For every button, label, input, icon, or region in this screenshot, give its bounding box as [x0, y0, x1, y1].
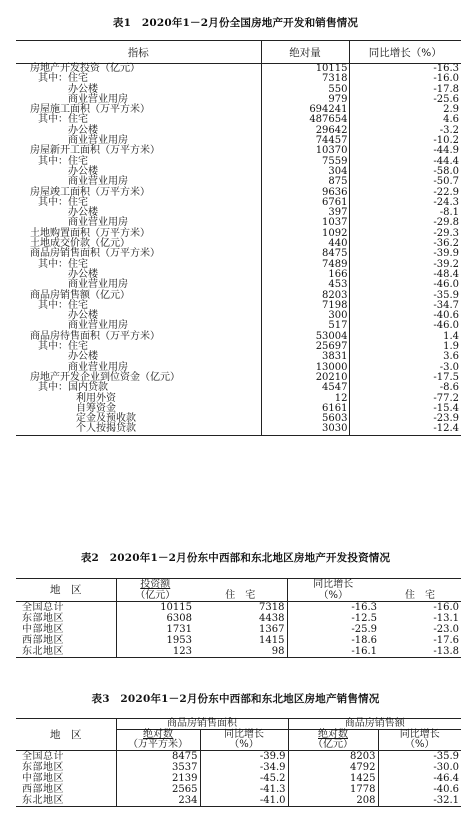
table1-value-cell: 875 — [261, 177, 349, 187]
table1-growth-cell: -46.0 — [349, 321, 461, 331]
table2-region-cell: 全国总计 — [22, 601, 64, 613]
table2-growth-cell: -18.6 — [287, 635, 379, 646]
table3-header-sales-growth: 同比增长 — [378, 730, 461, 741]
table3-header-sales-group: 商品房销售额 — [288, 719, 461, 730]
table1-indicator-cell: 利用外资 — [76, 392, 116, 404]
table2-row — [16, 602, 461, 614]
table1-value-cell: 1092 — [261, 229, 349, 239]
table1-growth-cell: -44.9 — [349, 146, 461, 156]
table1-indicator-cell: 商品房待售面积（万平方米） — [30, 330, 160, 342]
table2-residential-growth-cell: -13.1 — [433, 612, 459, 624]
table1-value-cell: 5603 — [261, 414, 349, 424]
table1-growth-cell: -25.6 — [349, 95, 461, 105]
table2-growth-cell: -25.9 — [287, 624, 379, 635]
table2-header-growth-unit: （%） — [287, 590, 379, 602]
table1-value-cell: 7489 — [261, 260, 349, 270]
table3-sales-cell: 4792 — [288, 762, 378, 773]
table3-row — [16, 773, 461, 784]
table1-indicator-cell: 商品房销售额（亿元） — [30, 289, 130, 301]
table1-header-row — [16, 41, 461, 64]
table1-indicator-cell: 其中：国内贷款 — [38, 382, 108, 394]
table3-header-area-growth-unit: （%） — [200, 740, 288, 751]
table1-growth-cell: -44.4 — [349, 157, 461, 167]
table2-header-growth: 同比增长 — [287, 579, 379, 591]
table1-indicator-cell: 自筹资金 — [76, 402, 116, 414]
table3 — [16, 718, 461, 807]
table1-value-cell: 9636 — [261, 188, 349, 198]
table1-value-cell: 8475 — [261, 249, 349, 259]
table1-value-cell: 74457 — [261, 136, 349, 146]
table3-sales-growth-cell: -30.0 — [378, 762, 461, 773]
table1-growth-cell: -12.4 — [349, 424, 461, 435]
table3-sales-cell: 208 — [288, 795, 378, 807]
table1-indicator-cell: 房屋新开工面积（万平方米） — [30, 145, 160, 157]
table1-indicator-cell: 商业营业用房 — [68, 361, 128, 373]
table3-header-row-1 — [16, 719, 461, 730]
table3-header-area-growth: 同比增长 — [200, 730, 288, 741]
table1-value-cell: 304 — [261, 167, 349, 177]
table1-indicator-cell: 办公楼 — [68, 207, 98, 219]
table1-indicator-cell: 房地产开发投资（亿元） — [30, 63, 140, 74]
table1-growth-cell: 1.4 — [349, 332, 461, 342]
table2-residential-growth-cell: -23.0 — [433, 623, 459, 635]
table1-value-cell: 550 — [261, 85, 349, 95]
table1-growth-cell: -39.9 — [349, 249, 461, 259]
table1-title: 表1 2020年1－2月份全国房地产开发和销售情况 — [112, 17, 359, 29]
table3-region-cell: 西部地区 — [22, 783, 64, 795]
table1-indicator-cell: 商业营业用房 — [68, 176, 128, 188]
table2-region-cell: 西部地区 — [22, 634, 64, 646]
table1-indicator-cell: 办公楼 — [68, 83, 98, 95]
table1-row — [16, 424, 461, 435]
table3-header-area-abs: 绝对数 — [116, 730, 200, 741]
table2-row — [16, 624, 461, 635]
table1-row — [16, 280, 461, 290]
table2-growth-cell: -16.1 — [287, 646, 379, 658]
table1-value-cell: 979 — [261, 95, 349, 105]
table3-region-cell: 全国总计 — [22, 750, 64, 762]
table3-area-growth-cell: -41.0 — [200, 795, 288, 807]
table3-header-area-group: 商品房销售面积 — [116, 719, 288, 730]
table1-value-cell: 166 — [261, 270, 349, 280]
table1-value-cell: 7318 — [261, 74, 349, 84]
table1-growth-cell: -35.9 — [349, 291, 461, 301]
table3-sales-cell: 1425 — [288, 773, 378, 784]
table1-value-cell: 10370 — [261, 146, 349, 156]
table1-indicator-cell: 其中：住宅 — [38, 299, 88, 311]
table1-growth-cell: -23.9 — [349, 414, 461, 424]
table1-growth-cell: -16.3 — [349, 64, 461, 75]
table3-header-area-unit: （万平方米） — [116, 740, 200, 751]
table1-growth-cell: -10.2 — [349, 136, 461, 146]
table1-indicator-cell: 定金及预收款 — [76, 413, 136, 425]
table1-value-cell: 4547 — [261, 383, 349, 393]
table1-indicator-cell: 土地购置面积（万平方米） — [30, 227, 150, 239]
table3-area-cell: 3537 — [116, 762, 200, 773]
table2-investment-cell: 10115 — [116, 602, 194, 614]
table3-sales-growth-cell: -46.4 — [378, 773, 461, 784]
table2-residential-cell: 1367 — [259, 623, 285, 635]
table2-region-cell: 东北地区 — [16, 646, 116, 658]
table1-value-cell: 3030 — [261, 424, 349, 435]
table1-value-cell: 10115 — [261, 64, 349, 75]
table1-value-cell: 8203 — [261, 291, 349, 301]
table2-row — [16, 635, 461, 646]
table3-header-region: 地 区 — [16, 719, 116, 751]
table1-growth-cell: -77.2 — [349, 394, 461, 404]
table1-indicator-cell: 个人按揭贷款 — [16, 424, 261, 435]
table3-header-sales-unit: （亿元） — [288, 740, 378, 751]
table1-growth-cell: -3.0 — [349, 363, 461, 373]
table1-indicator-cell: 房屋竣工面积（万平方米） — [30, 186, 150, 198]
table2-residential-growth-cell: -17.6 — [433, 634, 459, 646]
table1-growth-cell: -17.8 — [349, 85, 461, 95]
table3-row — [16, 795, 461, 807]
table1-indicator-cell: 办公楼 — [68, 165, 98, 177]
table1-growth-cell: -29.8 — [349, 218, 461, 228]
table2-row — [16, 646, 461, 658]
table2-header-investment-unit: （亿元） — [116, 590, 194, 602]
table2-residential-cell: 7318 — [259, 601, 285, 613]
table1-indicator-cell: 商业营业用房 — [68, 93, 128, 105]
table3-area-growth-cell: -34.9 — [200, 762, 288, 773]
table3-sales-cell: 1778 — [288, 784, 378, 795]
table2-residential-cell: 1415 — [259, 634, 285, 646]
table3-sales-growth-cell: -40.6 — [378, 784, 461, 795]
table1-value-cell: 1037 — [261, 218, 349, 228]
table1-growth-cell: -22.9 — [349, 188, 461, 198]
table3-header-sales-abs: 绝对数 — [288, 730, 378, 741]
table3-header-sales-growth-unit: （%） — [378, 740, 461, 751]
table1-header-value: 绝对量 — [261, 41, 349, 64]
table1-indicator-cell: 其中：住宅 — [38, 341, 88, 353]
table1-indicator-cell: 商业营业用房 — [68, 279, 128, 291]
table1-row — [16, 383, 461, 393]
table1-indicator-cell: 办公楼 — [68, 268, 98, 280]
table2-residential-growth-cell: -13.8 — [379, 646, 461, 658]
table2-title: 表2 2020年1－2月份东中西部和东北地区房地产开发投资情况 — [80, 552, 391, 564]
table1-growth-cell: -39.2 — [349, 260, 461, 270]
table3-region-cell: 中部地区 — [22, 772, 64, 784]
table1-growth-cell: 2.9 — [349, 105, 461, 115]
table1-indicator-cell: 房屋施工面积（万平方米） — [30, 104, 150, 116]
table1-value-cell: 6761 — [261, 198, 349, 208]
table2-growth-cell: -16.3 — [287, 602, 379, 614]
table1-indicator-cell: 办公楼 — [68, 351, 98, 363]
table1-growth-cell: -29.3 — [349, 229, 461, 239]
table2-header-region: 地 区 — [16, 579, 116, 602]
table1-value-cell: 13000 — [261, 363, 349, 373]
table1-indicator-cell: 商业营业用房 — [68, 217, 128, 229]
table2-investment-cell: 1953 — [116, 635, 194, 646]
table2-residential-growth-cell: -16.0 — [433, 601, 459, 613]
table1-indicator-cell: 商业营业用房 — [68, 320, 128, 332]
table2-investment-cell: 6308 — [116, 613, 194, 624]
table2-residential-cell: 4438 — [259, 612, 285, 624]
table3-region-cell: 东北地区 — [16, 795, 116, 807]
table2-region-cell: 东部地区 — [22, 612, 64, 624]
table3-title: 表3 2020年1－2月份东中西部和东北地区房地产销售情况 — [91, 693, 380, 705]
table1-growth-cell: -34.7 — [349, 301, 461, 311]
table3-row — [16, 751, 461, 763]
table3-area-cell: 8475 — [116, 751, 200, 763]
table1-growth-cell: -24.3 — [349, 198, 461, 208]
table2-header-row-1 — [16, 579, 461, 591]
table1-growth-cell: 4.6 — [349, 115, 461, 125]
table3-sales-growth-cell: -35.9 — [378, 751, 461, 763]
table1-indicator-cell: 房地产开发企业到位资金（亿元） — [30, 371, 180, 383]
table3-row — [16, 784, 461, 795]
table3-row — [16, 762, 461, 773]
table1-indicator-cell: 商业营业用房 — [68, 135, 128, 147]
table1-value-cell: 440 — [261, 239, 349, 249]
table3-sales-cell: 8203 — [288, 751, 378, 763]
table3-area-cell: 2565 — [116, 784, 200, 795]
table1-growth-cell: 1.9 — [349, 342, 461, 352]
table1-value-cell: 7559 — [261, 157, 349, 167]
table1-growth-cell: -36.2 — [349, 239, 461, 249]
table1-value-cell: 6161 — [261, 404, 349, 414]
table3-area-growth-cell: -45.2 — [200, 773, 288, 784]
table1-indicator-cell: 商品房销售面积（万平方米） — [30, 248, 160, 260]
table2-investment-cell: 123 — [116, 646, 194, 658]
table2-residential-cell: 98 — [194, 646, 287, 658]
table1-indicator-cell: 办公楼 — [68, 124, 98, 136]
table3-area-growth-cell: -39.9 — [200, 751, 288, 763]
table1-growth-cell: -16.0 — [349, 74, 461, 84]
table1-value-cell: 300 — [261, 311, 349, 321]
table1-value-cell: 12 — [261, 394, 349, 404]
table3-area-cell: 2139 — [116, 773, 200, 784]
table1-value-cell: 694241 — [261, 105, 349, 115]
table1-growth-cell: -17.5 — [349, 373, 461, 383]
table2-investment-cell: 1731 — [116, 624, 194, 635]
table1-growth-cell: -46.0 — [349, 280, 461, 290]
table1-indicator-cell: 其中：住宅 — [38, 258, 88, 270]
table2-header-investment: 投资额 — [116, 579, 194, 591]
table1-value-cell: 7198 — [261, 301, 349, 311]
table1-indicator-cell: 其中：住宅 — [38, 155, 88, 167]
table1-indicator-cell: 其中：住宅 — [38, 114, 88, 126]
table3-region-cell: 东部地区 — [22, 761, 64, 773]
table1-value-cell: 25697 — [261, 342, 349, 352]
table2-header-residential: 住 宅 — [194, 579, 287, 602]
table1-indicator-cell: 其中：住宅 — [38, 196, 88, 208]
table2-header-growth-residential: 住 宅 — [379, 579, 461, 602]
table2 — [16, 578, 461, 658]
table1-growth-cell: -48.4 — [349, 270, 461, 280]
table1-indicator-cell: 其中：住宅 — [38, 73, 88, 85]
table1-growth-cell: -50.7 — [349, 177, 461, 187]
table1-value-cell: 517 — [261, 321, 349, 331]
table1 — [16, 40, 461, 436]
table1-value-cell: 487654 — [261, 115, 349, 125]
table1-growth-cell: -15.4 — [349, 404, 461, 414]
table1-value-cell: 3831 — [261, 352, 349, 362]
table3-area-growth-cell: -41.3 — [200, 784, 288, 795]
table2-row — [16, 613, 461, 624]
table1-growth-cell: -3.2 — [349, 126, 461, 136]
table1-header-growth: 同比增长（%） — [349, 41, 461, 64]
table3-sales-growth-cell: -32.1 — [378, 795, 461, 807]
table1-growth-cell: -8.1 — [349, 208, 461, 218]
table1-value-cell: 53004 — [261, 332, 349, 342]
table1-indicator-cell: 土地成交价款（亿元） — [30, 238, 130, 250]
table1-growth-cell: -8.6 — [349, 383, 461, 393]
table1-value-cell: 20210 — [261, 373, 349, 383]
table2-region-cell: 中部地区 — [22, 623, 64, 635]
table3-area-cell: 234 — [116, 795, 200, 807]
table1-value-cell: 29642 — [261, 126, 349, 136]
table1-growth-cell: -40.6 — [349, 311, 461, 321]
table1-growth-cell: -58.0 — [349, 167, 461, 177]
table1-header-indicator: 指标 — [16, 41, 261, 64]
table1-indicator-cell: 办公楼 — [68, 310, 98, 322]
table2-growth-cell: -12.5 — [287, 613, 379, 624]
table1-value-cell: 397 — [261, 208, 349, 218]
table1-growth-cell: 3.6 — [349, 352, 461, 362]
table1-value-cell: 453 — [261, 280, 349, 290]
